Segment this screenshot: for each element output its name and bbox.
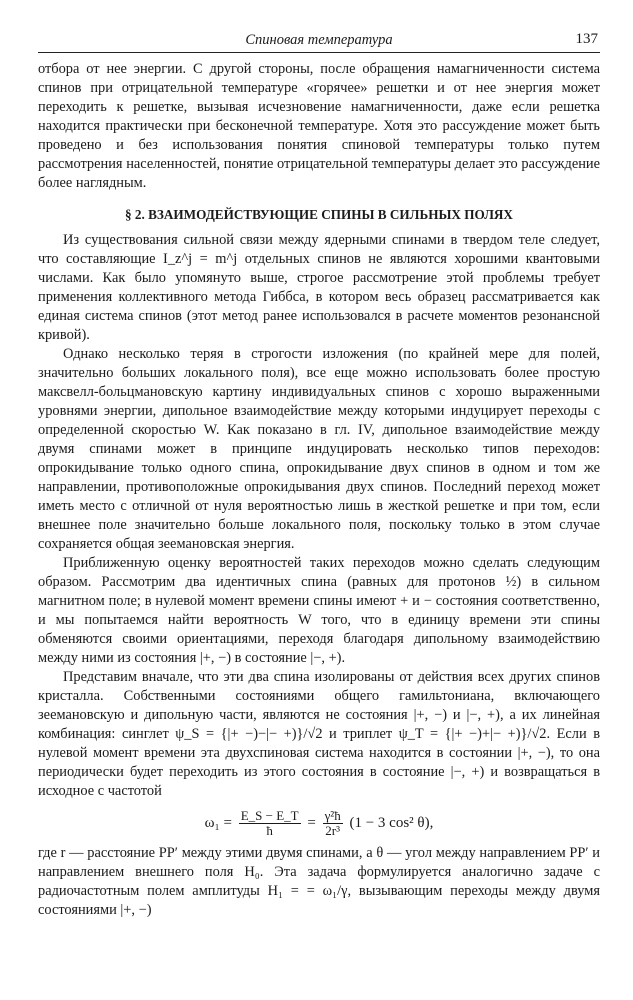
running-header bbox=[38, 30, 600, 53]
frequency-equation bbox=[38, 808, 600, 838]
energy-fraction bbox=[239, 809, 301, 838]
coupling-fraction bbox=[323, 809, 343, 838]
page-body bbox=[38, 60, 600, 920]
section-title: § 2. ВЗАИМОДЕЙСТВУЮЩИЕ СПИНЫ В СИЛЬНЫХ ПОЛЯХ bbox=[125, 207, 513, 222]
coupling-fraction-denominator: 2r³ bbox=[325, 823, 340, 839]
body-paragraph-3: Приближенную оценку вероятностей таких переходов можно сделать следующим образом. Рассмотрим два идентичных спина (равных для протонов ½) в сильном магнитном поле; в нулевой момент времени спины имеют + и − состояния соответственно, и мы попытаемся найти вероятность W того, что в единицу времени эти спины обменяются своими ориентациями, переходя благодаря дипольному взаимодействию между ними из состояния |+, −) в состояние |−, +). bbox=[38, 555, 600, 666]
coupling-fraction-numerator: γ²ħ bbox=[324, 808, 341, 824]
closing-paragraph: где r — расстояние PP′ между этими двумя спинами, а θ — угол между направлением PP′ и направлением внешнего поля H₀. Эта задача формулируется аналогично задаче с радиочастотным полем амплитуды H₁ = = ω₁/γ, вызывающим переходы между двумя состояниями |+, −) bbox=[38, 845, 600, 919]
energy-fraction-numerator: E_S − E_T bbox=[240, 808, 299, 824]
intro-paragraph: отбора от нее энергии. С другой стороны, после обращения намагниченности система спинов при отрицательной температуре «горячее» решетки и от нее энергия может переходить к решетке, вызывая исчезновение намагниченности, даже если решетка находится практически при бесконечной температуре. Хотя это рассуждение может быть проведено и без использования понятия спиновой температуры только путем рассмотрения населенностей, понятие отрицательной температуры делает это рассуждение более наглядным. bbox=[38, 61, 600, 191]
body-paragraph-2: Однако несколько теряя в строгости изложения (по крайней мере для полей, значительно больших локального поля), все еще можно использовать более простую максвелл-больцмановскую картину индивидуальных спинов с хорошо выраженными уровнями энергии, дипольное взаимодействие между которыми индуцирует переходы с определенной скоростью W. Как показано в гл. IV, дипольное взаимодействие между двумя спинами может в принципе индуцировать несколько типов переходов: опрокидывание только одного спина, опрокидывание двух спинов в одном и том же направлении, противоположные опрокидывания двух спинов. Последний переход может иметь место с отличной от нуля вероятностью лишь в жесткой решетке и при том, если внешнее поле значительно больше локального поля, поскольку только в этом случае сохраняется общая зеемановская энергия. bbox=[38, 346, 600, 552]
running-title: Спиновая температура bbox=[245, 32, 393, 48]
body-paragraph-1: Из существования сильной связи между ядерными спинами в твердом теле следует, что составляющие I_z^j = m^j отдельных спинов не являются хорошими квантовыми числами. Как было упомянуто выше, строгое рассмотрение этой проблемы требует применения коллективного метода Гиббса, в котором весь образец рассматривается как единая система спинов (этот метод ранее использовался в расчете моментов резонансной кривой). bbox=[38, 232, 600, 343]
equation-angular-factor: (1 − 3 cos² θ), bbox=[349, 815, 434, 831]
equation-lhs: ω₁ = bbox=[204, 815, 232, 831]
body-paragraph-4: Представим вначале, что эти два спина изолированы от действия всех других спинов кристалла. Собственными состояниями общего гамильтониана, включающего зеемановскую и дипольную части, являются не состояния |+, −) и |−, +), а их линейная комбинация: синглет ψ_S = {|+ −)−|− +)}/√2 и триплет ψ_T = {|+ −)+|− +)}/√2. Если в нулевой момент времени эта двухспиновая система находится в состоянии |+, −), то она периодически будет переходить из этого состояния в состояние |−, +) и возвращаться в исходное с частотой bbox=[38, 669, 600, 799]
page-number: 137 bbox=[575, 31, 598, 47]
equation-equals: = bbox=[307, 815, 316, 831]
energy-fraction-denominator: ħ bbox=[266, 823, 273, 839]
